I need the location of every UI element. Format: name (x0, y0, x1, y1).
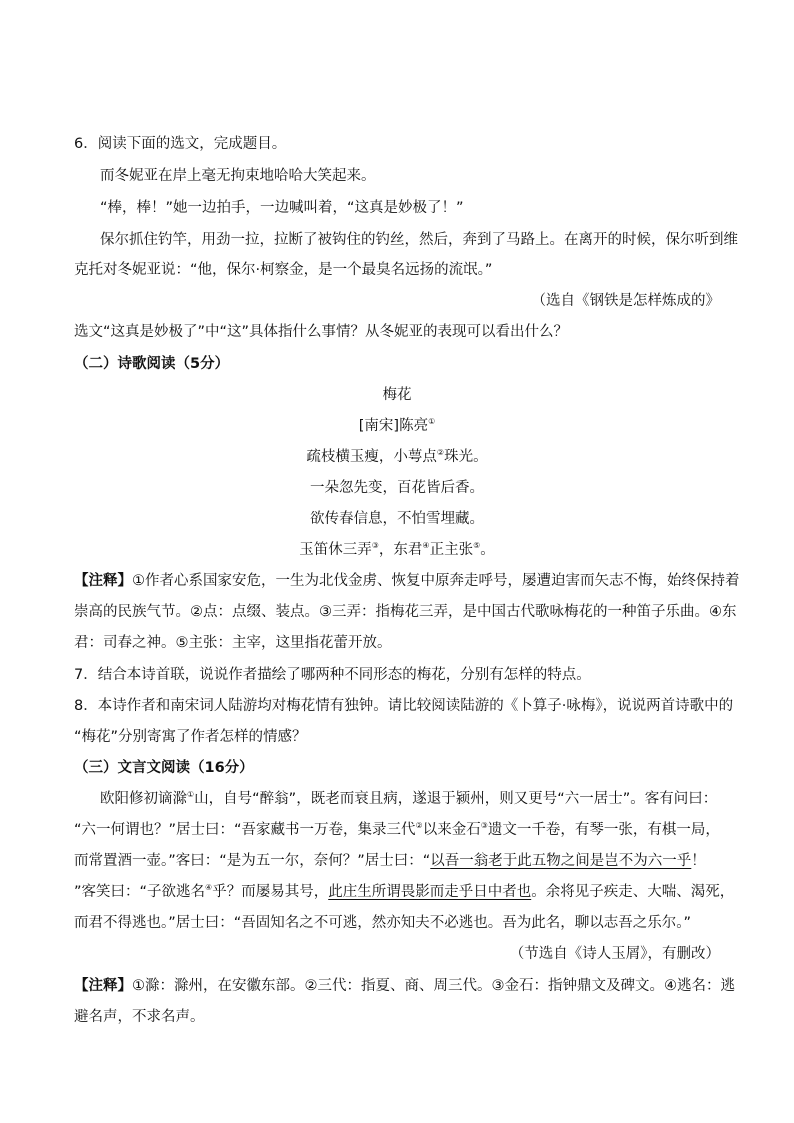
q6-passage-line: “棒，棒！”她一边拍手，一边喊叫着，“这真是妙极了！” (100, 200, 464, 216)
classical-passage-line: 而君不得逃也。”居士曰：“吾固知名之不可逃，然亦知夫不必逃也。吾为此名，聊以志吾之乐尔。” (74, 915, 692, 931)
poetry-heading: （二）诗歌阅读（5分） (74, 356, 230, 372)
poem-line: 疏枝横玉瘦，小萼点②珠光。 (306, 448, 488, 465)
poem-line: 欲传春信息，不怕雪埋藏。 (310, 511, 484, 527)
classical-passage-line: “六一何谓也？”居士曰：“吾家藏书一万卷，集录三代②以来金石③遗文一千卷，有琴一张，有棋一局， (74, 821, 720, 838)
classical-heading: （三）文言文阅读（16分） (74, 760, 254, 776)
q8-question: “梅花”分别寄寓了作者怎样的情感？ (74, 729, 307, 745)
classical-passage-line: 欧阳修初谪滁①山，自号“醉翁”，既老而衰且病，遂退于颍州，则又更号“六一居士”。客有问曰： (100, 790, 718, 807)
underlined-sentence: 此庄生所谓畏影而走乎日中者也 (328, 884, 532, 900)
poem-line: 玉笛休三弄③，东君④正主张⑤。 (299, 541, 495, 558)
underlined-sentence: 以吾一翁老于此五物之间是岂不为六一乎 (430, 853, 692, 869)
q6-prompt: 6．阅读下面的选文，完成题目。 (74, 136, 287, 152)
poem-notes: 君：司春之神。⑤主张：主宰，这里指花蕾开放。 (74, 635, 392, 651)
q6-question: 选文“这真是妙极了”中“这”具体指什么事情？从冬妮亚的表现可以看出什么？ (74, 324, 569, 340)
poem-author: [南宋]陈亮① (358, 417, 436, 434)
poem-notes: 崇高的民族气节。②点：点缀、装点。③三弄：指梅花三弄，是中国古代歌咏梅花的一种笛子乐曲。④东 (74, 604, 737, 620)
poem-line: 一朵忽先变，百花皆后香。 (310, 480, 484, 496)
poem-notes: 【注释】①作者心系国家安危，一生为北伐金虏、恢复中原奔走呼号，屡遭迫害而矢志不悔，始终保持着 (74, 573, 740, 589)
q6-source: （选自《钢铁是怎样炼成的》 (531, 293, 720, 309)
q8-question: 8．本诗作者和南宋词人陆游均对梅花情有独钟。请比较阅读陆游的《卜算子·咏梅》，说说两首诗歌中的 (74, 698, 734, 714)
q7-question: 7．结合本诗首联，说说作者描绘了哪两种不同形态的梅花，分别有怎样的特点。 (74, 667, 591, 683)
classical-notes: 【注释】①滁：滁州，在安徽东部。②三代：指夏、商、周三代。③金石：指钟鼎文及碑文。④逃名：逃 (74, 978, 735, 994)
classical-passage-line: 而常置酒一壶。”客曰：“是为五一尔，奈何？”居士曰：“以吾一翁老于此五物之间是岂不为六一乎！ (74, 853, 706, 869)
classical-source: （节选自《诗人玉屑》，有删改） (509, 946, 720, 962)
poem-title: 梅花 (382, 387, 412, 403)
q6-passage-line: 保尔抓住钓竿，用劲一拉，拉断了被钩住的钓丝，然后，奔到了马路上。在离开的时候，保尔听到维 (100, 232, 738, 248)
q6-passage-line: 克托对冬妮亚说：“他，保尔·柯察金，是一个最臭名远扬的流氓。” (74, 262, 493, 278)
classical-notes: 避名声，不求名声。 (74, 1009, 205, 1025)
q6-passage-line: 而冬妮亚在岸上毫无拘束地哈哈大笑起来。 (100, 168, 376, 184)
classical-passage-line: ”客笑曰：“子欲逃名④乎？而屡易其号，此庄生所谓畏影而走乎日中者也。余将见子疾走、大喘、渴死， (74, 883, 735, 900)
